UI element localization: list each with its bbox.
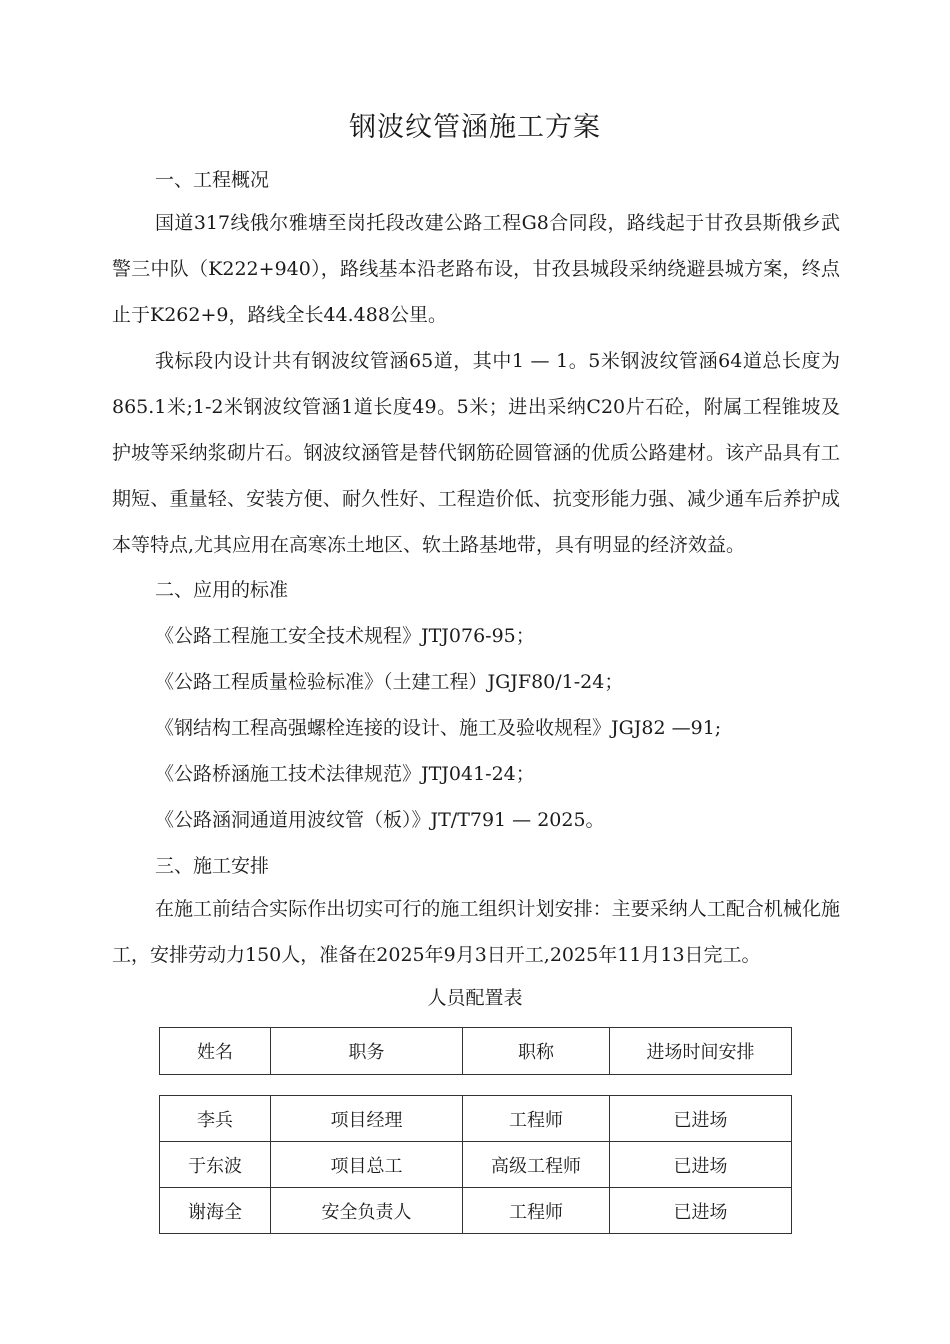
staff-table-body [159, 1095, 792, 1234]
section-heading-schedule: 三、施工安排 [155, 855, 270, 877]
table-caption: 人员配置表 [427, 987, 523, 1009]
staff-table-header [159, 1027, 792, 1075]
standard-reference: 《公路桥涵施工技术法律规范》JTJ041-24； [155, 763, 535, 785]
table-cell: 已进场 [610, 1096, 792, 1142]
table-cell: 高级工程师 [463, 1142, 610, 1188]
header-cell-position: 职务 [271, 1028, 463, 1075]
document-title: 钢波纹管涵施工方案 [349, 112, 601, 143]
table-cell: 谢海全 [160, 1188, 271, 1234]
table-header-row [160, 1028, 792, 1075]
standard-reference: 《公路工程质量检验标准》（土建工程）JGJF80/1-24； [155, 671, 624, 693]
table-row [160, 1188, 792, 1234]
table-cell: 已进场 [610, 1142, 792, 1188]
header-cell-title: 职称 [463, 1028, 610, 1075]
table-row [160, 1096, 792, 1142]
table-cell: 项目总工 [271, 1142, 463, 1188]
table-cell: 于东波 [160, 1142, 271, 1188]
table-cell: 工程师 [463, 1188, 610, 1234]
section-heading-standards: 二、应用的标准 [155, 579, 289, 601]
standard-reference: 《公路涵洞通道用波纹管（板）》JT/T791 — 2025。 [155, 809, 605, 831]
standard-reference: 《钢结构工程高强螺栓连接的设计、施工及验收规程》JGJ82 —91; [155, 717, 722, 739]
section-heading-overview: 一、工程概况 [155, 169, 270, 191]
standard-reference: 《公路工程施工安全技术规程》JTJ076-95； [155, 625, 535, 647]
overview-paragraph-1: 国道317线俄尔雅塘至岗托段改建公路工程G8合同段，路线起于甘孜县斯俄乡武警三中队（K222+940），路线基本沿老路布设，甘孜县城段采纳绕避县城方案，终点止于K262+9，路线全长44.488公里。 [112, 212, 840, 326]
table-cell: 安全负责人 [271, 1188, 463, 1234]
table-row [160, 1142, 792, 1188]
overview-paragraph-2: 我标段内设计共有钢波纹管涵65道，其中1 — 1。5米钢波纹管涵64道总长度为865.1米;1-2米钢波纹管涵1道长度49。5米；进出采纳C20片石砼，附属工程锥坡及护坡等采纳浆砌片石。钢波纹涵管是替代钢筋砼圆管涵的优质公路建材。该产品具有工期短、重量轻、安装方便、耐久性好、工程造价低、抗变形能力强、减少通车后养护成本等特点,尤其应用在高寒冻土地区、软土路基地带，具有明显的经济效益。 [112, 350, 840, 556]
table-cell: 项目经理 [271, 1096, 463, 1142]
table-cell: 工程师 [463, 1096, 610, 1142]
table-cell: 李兵 [160, 1096, 271, 1142]
header-cell-arrival: 进场时间安排 [610, 1028, 792, 1075]
table-cell: 已进场 [610, 1188, 792, 1234]
schedule-paragraph: 在施工前结合实际作出切实可行的施工组织计划安排：主要采纳人工配合机械化施工，安排劳动力150人，准备在2025年9月3日开工,2025年11月13日完工。 [112, 898, 840, 966]
header-cell-name: 姓名 [160, 1028, 271, 1075]
